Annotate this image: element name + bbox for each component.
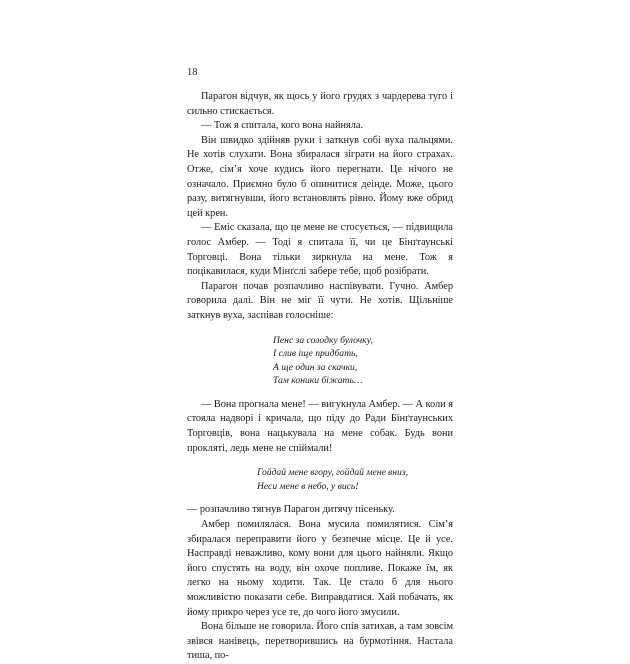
paragraph: — Тож я спитала, кого вона найняла. <box>201 120 364 132</box>
poem-line: А ще один за скачки, <box>273 361 358 373</box>
poem-line: Там коники біжать… <box>273 375 363 387</box>
paragraph: Він швидко здійняв руки і заткнув собі вуха пальцями. Не хотів слухати. Вона збиралася зіграти на його страхах. Отже, сім’я хоче кудись його перегнати. Це нічого не означало. Приємно було б опинитися деінде. Може, цього разу, витягнувши, його встановлять рівно. Йому вже обрид цей крен. <box>187 134 453 219</box>
paragraph: — розпачливо тягнув Парагон дитячу пісеньку. <box>187 504 395 516</box>
paragraph: Парагон відчув, як щось у його грудях з чардерева туго і сильно стискається. <box>187 91 453 117</box>
page-number: 18 <box>187 67 198 78</box>
paragraph: Вона більше не говорила. Його спів затихав, а там зовсім звівся нанівець, перетворившись на бурмотіння. Настала тиша, по- <box>187 621 453 662</box>
poem-line: Гойдай мене вгору, гойдай мене вниз, <box>257 467 408 479</box>
paragraph: Парагон почав розпачливо наспівувати. Гучно. Амбер говорила далі. Він не міг її чути. Не хотів. Щільніше заткнув вуха, заспівав голосніше: <box>187 280 453 321</box>
paragraph: — Еміс сказала, що це мене не стосується, — підвищила голос Амбер. — Тоді я спитала її, чи це Бінґтаунські Торговці. Вона тільки зиркнула на мене. Тож я поцікавилася, куди Мінґслі забере тебе, щоб розібрати. <box>187 222 453 278</box>
paragraph: — Вона прогнала мене! — вигукнула Амбер. — А коли я стояла надворі і кричала, що піду до Ради Бінґтаунських Торговців, вона нацькувала на мене собак. Будь вони прокляті, ледь мене не спіймали! <box>187 398 453 454</box>
paragraph: Амбер помилялася. Вона мусила помилятися. Сім’я збиралася переправити його у безпечне місце. Це й усе. Насправді неважливо, кому вони для цього найняли. Якщо його спустять на воду, він охоче попливе. Покаже їм, як легко на ньому ходити. Так. Це стало б для нього можливістю показати себе. Виправдатися. Хай побачать, як йому прикро через усе те, до чого його змусили. <box>187 519 453 618</box>
body-text <box>187 90 453 664</box>
poem-line: Неси мене в небо, у вись! <box>257 480 359 492</box>
poem-verse-2 <box>257 466 453 493</box>
poem-verse-1 <box>273 334 453 388</box>
poem-line: І слив іще придбать, <box>273 348 358 360</box>
poem-line: Пенс за солодку булочку, <box>273 334 373 346</box>
